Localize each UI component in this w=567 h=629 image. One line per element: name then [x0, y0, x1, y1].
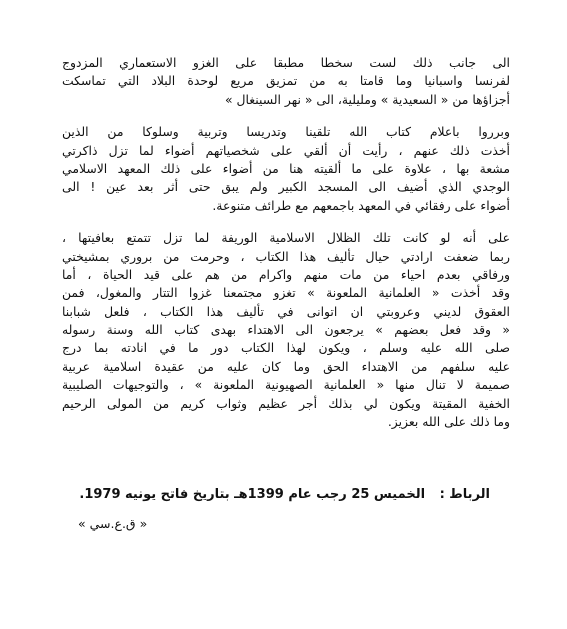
- text-line: لفرنسا واسبانيا وما قامتا به من تمزيق مريع لوحدة البلاد التي تماسكت: [62, 73, 510, 89]
- text-line: عليه سلفهم من الاهتداء الحق وما كان عليه من عقيدة اسلامية عربية: [62, 358, 510, 374]
- signature-date: الخميس 25 رجب عام 1399هـ بتاريخ فاتح يونيه 1979.: [79, 487, 426, 502]
- text-line: وما ذلك على الله بعزيز.: [387, 414, 510, 430]
- paragraph-1: [62, 54, 510, 109]
- text-line: على أنه لو كانت تلك الظلال الاسلامية الوريفة لما تزل تتمتع بعافيتها ،: [62, 230, 510, 246]
- text-line: الخفية المقيتة ويكون لي بذلك أجر عظيم وثواب كريم من المولى الرحيم: [62, 395, 510, 411]
- text-line: الوجدي الذي أضيف الى المسجد الكبير ولم يبق حتى أثر بعد عين ! الى: [62, 179, 510, 195]
- text-line: وبرروا باعلام كتاب الله تلقينا وتدريسا وتربية وسلوكا من الذين: [62, 124, 510, 140]
- text-line: ورفاقي بعدم احياء من مات منهم واكرام من هم على قيد الحياة ، أما: [62, 266, 510, 282]
- text-line: أضواء على رفقائي في المعهد باجمعهم مع طرائف متنوعة.: [212, 197, 510, 213]
- text-line: العقوق لديني وعروبتي ان اتوانى في تأليف هذا الكتاب ، فلعل شبابنا: [62, 303, 510, 319]
- paragraph-3: [62, 229, 510, 431]
- text-line: « وقد فعل بعضهم » يرجعون الى الاهتداء بهدى كتاب الله وسنة رسوله: [62, 322, 510, 338]
- text-line: صلى الله عليه وسلم ، ويكون لهذا الكتاب دور ما في انادته بما درج: [62, 340, 510, 356]
- signature-line: [79, 487, 490, 502]
- text-line: صميمة لا تنال منها « العلمانية الصهيونية الملعونة » ، والتوجيهات الصليبية: [62, 377, 510, 393]
- signature-place: الرباط :: [439, 487, 490, 502]
- paragraph-2: [62, 123, 510, 215]
- text-line: ربما ضعفت ارادتي حيال تأليف هذا الكتاب ، وحرمت من بروري بمشيختي: [62, 248, 510, 264]
- text-line: أجزاؤها من « السعيدية » ومليلية، الى « نهر السينغال »: [224, 91, 510, 107]
- text-line: وقد أخذت « العلمانية الملعونة » تغزو مجتمعنا غزوا التتار والمغول، فمن: [62, 285, 510, 301]
- document-body: [62, 54, 510, 445]
- text-line: الى جانب ذلك لست سخطا مطبقا على الغزو الاستعماري المزدوج: [62, 55, 510, 70]
- text-line: أخذت ذلك عنهم ، رأيت أن ألقي على شخصياتهم أضواء لما تزل ذاكرتي: [62, 142, 510, 158]
- author-initials: « ق.ع.سي »: [78, 516, 148, 531]
- text-line: مشعة بها ، علاوة على ما ألقيته هنا من أضواء على ذلك المعهد الاسلامي: [62, 160, 510, 176]
